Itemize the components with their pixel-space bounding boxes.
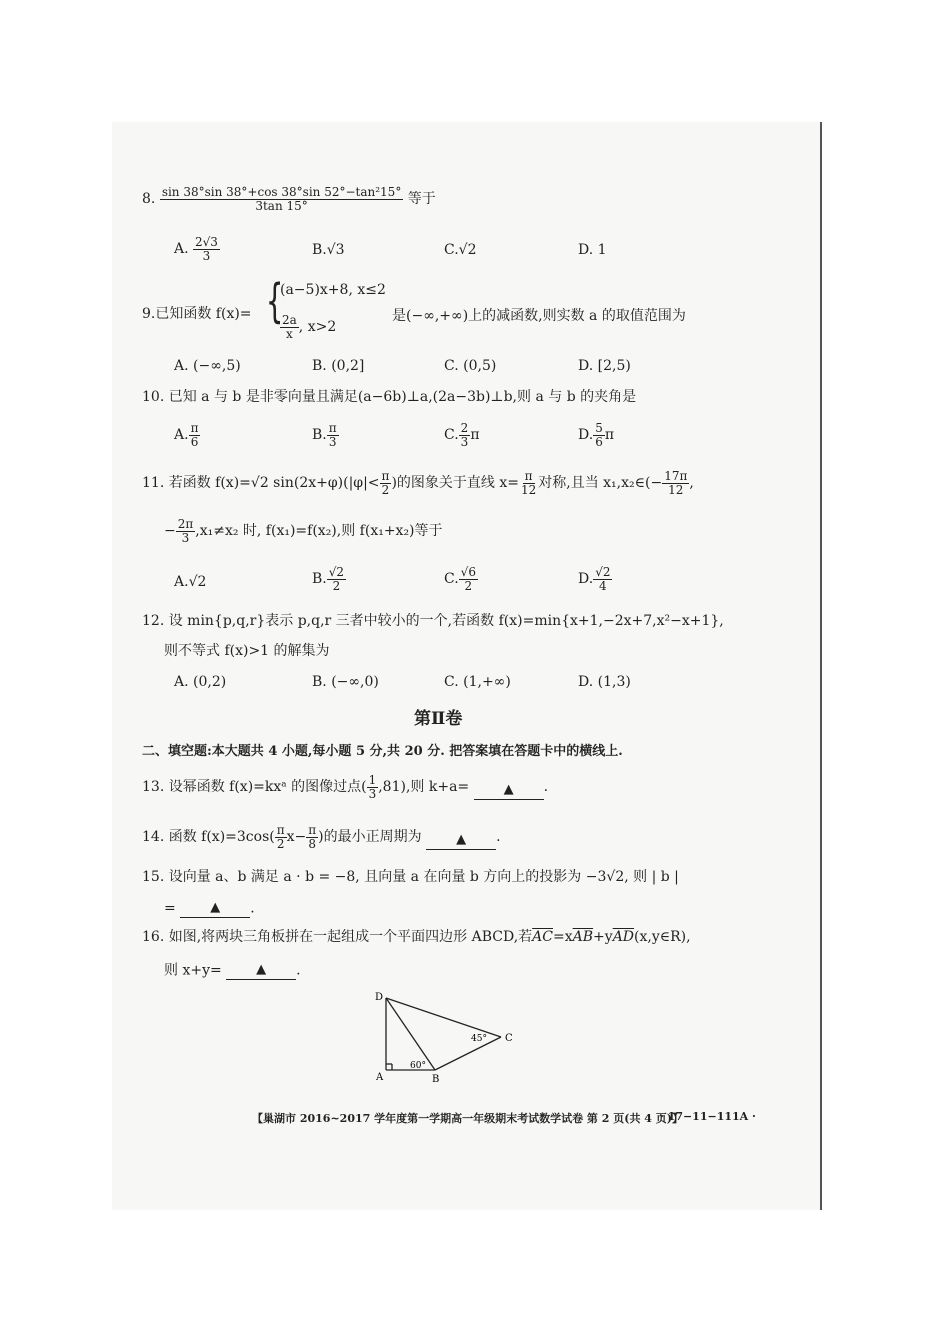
option-a: A. (0,2) <box>174 674 227 690</box>
question-16-line-2: 则 x+y= ▲ . <box>164 962 301 979</box>
question-tail: 等于 <box>407 191 436 208</box>
option-c: C. $\frac{√6}{2}$ <box>444 565 476 593</box>
question-11-line-2: − $\frac{2\pi}{3}$ ,x₁≠x₂ 时, f(x₁)=f(x₂),则 f(x₁+x₂)等于 <box>164 517 443 545</box>
question-14: 14. 函数 f(x)=3cos( $\frac{\pi}{2}$ x− $\frac{\pi}{8}$ )的最小正周期为 ▲ . <box>142 823 501 851</box>
piecewise-case-2: $\frac{2a}{x}$ , x>2 <box>282 313 337 341</box>
answer-blank[interactable]: ▲ <box>180 898 250 918</box>
section-2-instructions: 二、填空题:本大题共 4 小题,每小题 5 分,共 20 分. 把答案填在答题卡中的横线上. <box>142 744 623 759</box>
option-c: C. (1,+∞) <box>444 674 511 690</box>
answer-blank[interactable]: ▲ <box>226 960 296 980</box>
label-c: C <box>505 1033 513 1044</box>
angle-c-label: 45° <box>471 1034 487 1044</box>
question-15-line-1: 15. 设向量 a、b 满足 a · b = −8, 且向量 a 在向量 b 方向上的投影为 −3√2, 则 | b | <box>142 869 679 885</box>
answer-blank[interactable]: ▲ <box>426 830 496 850</box>
label-a: A <box>376 1072 384 1083</box>
option-d: D. $\frac{√2}{4}$ <box>578 565 611 593</box>
brace: { <box>265 274 284 328</box>
denominator: 3tan 15° <box>255 198 308 213</box>
option-a: A.√2 <box>174 574 207 590</box>
option-d: D. 1 <box>578 242 607 258</box>
question-number: 8. <box>142 191 156 208</box>
edge-dc <box>386 998 501 1037</box>
question-13: 13. 设幂函数 f(x)=kxᵃ 的图像过点( $\frac{1}{3}$ ,81),则 k+a= ▲ . <box>142 773 549 801</box>
question-11-line-1: 11. 若函数 f(x)=√2 sin(2x+φ)(|φ|< $\frac{\pi}{2}$ )的图象关于直线 x= $\frac{\pi}{12}$ 对称,且当 x₁,x₂∈(− $\frac{17\pi}{12}$ , <box>142 469 694 497</box>
label-d: D <box>375 992 384 1003</box>
question-12-line-1: 12. 设 min{p,q,r}表示 p,q,r 三者中较小的一个,若函数 f(x)=min{x+1,−2x+7,x²−x+1}, <box>142 613 724 629</box>
option-d: D. [2,5) <box>578 358 631 374</box>
fraction <box>160 186 404 212</box>
part-2-title: 第Ⅱ卷 <box>414 709 463 729</box>
diagonal-db <box>386 998 435 1070</box>
footer-title: 【巢湖市 2016~2017 学年度第一学期高一年级期末考试数学试卷 第 2 页(共 4 页)】 <box>252 1112 683 1125</box>
question-9-suffix: 是(−∞,+∞)上的减函数,则实数 a 的取值范围为 <box>392 308 686 324</box>
angle-b-label: 60° <box>410 1061 426 1071</box>
question-10: 10. 已知 a 与 b 是非零向量且满足(a−6b)⊥a,(2a−3b)⊥b,则 a 与 b 的夹角是 <box>142 389 637 405</box>
footer-code: · 17−11−111A · <box>660 1110 756 1123</box>
option-b: B. $\frac{√2}{2}$ <box>312 565 345 593</box>
option-c: C. $\frac{2}{3}$ π <box>444 421 480 449</box>
option-c: C. (0,5) <box>444 358 497 374</box>
edge-bc <box>435 1037 501 1070</box>
numerator: sin 38°sin 38°+cos 38°sin 52°−tan²15° <box>161 185 402 199</box>
option-b: B. (0,2] <box>312 358 365 374</box>
option-b: B.√3 <box>312 242 345 258</box>
option-a: A. $\frac{\pi}{6}$ <box>174 421 199 449</box>
answer-blank[interactable]: ▲ <box>474 780 544 800</box>
question-16-line-1: 16. 如图,将两块三角板拼在一起组成一个平面四边形 ABCD,若$\overline{AC}=x\overline{AB}+y\overline{AD}(x,y\in R)$, <box>142 929 691 945</box>
quadrilateral-figure <box>368 988 528 1088</box>
label-b: B <box>432 1074 440 1085</box>
question-12-line-2: 则不等式 f(x)>1 的解集为 <box>164 643 330 659</box>
option-a: A. $\frac{2√3}{3}$ <box>174 235 218 263</box>
option-b: B. $\frac{\pi}{3}$ <box>312 421 337 449</box>
option-c: C.√2 <box>444 242 477 258</box>
piecewise-case-1: (a−5)x+8, x≤2 <box>280 282 386 298</box>
option-a: A. (−∞,5) <box>174 358 241 374</box>
question-15-line-2: = ▲ . <box>164 900 255 917</box>
option-d: D. (1,3) <box>578 674 631 690</box>
question-8 <box>142 186 436 212</box>
option-b: B. (−∞,0) <box>312 674 379 690</box>
question-9: 9.已知函数 f(x)= <box>142 306 252 322</box>
option-d: D. $\frac{5}{6}$ π <box>578 421 615 449</box>
exam-page <box>112 122 822 1210</box>
